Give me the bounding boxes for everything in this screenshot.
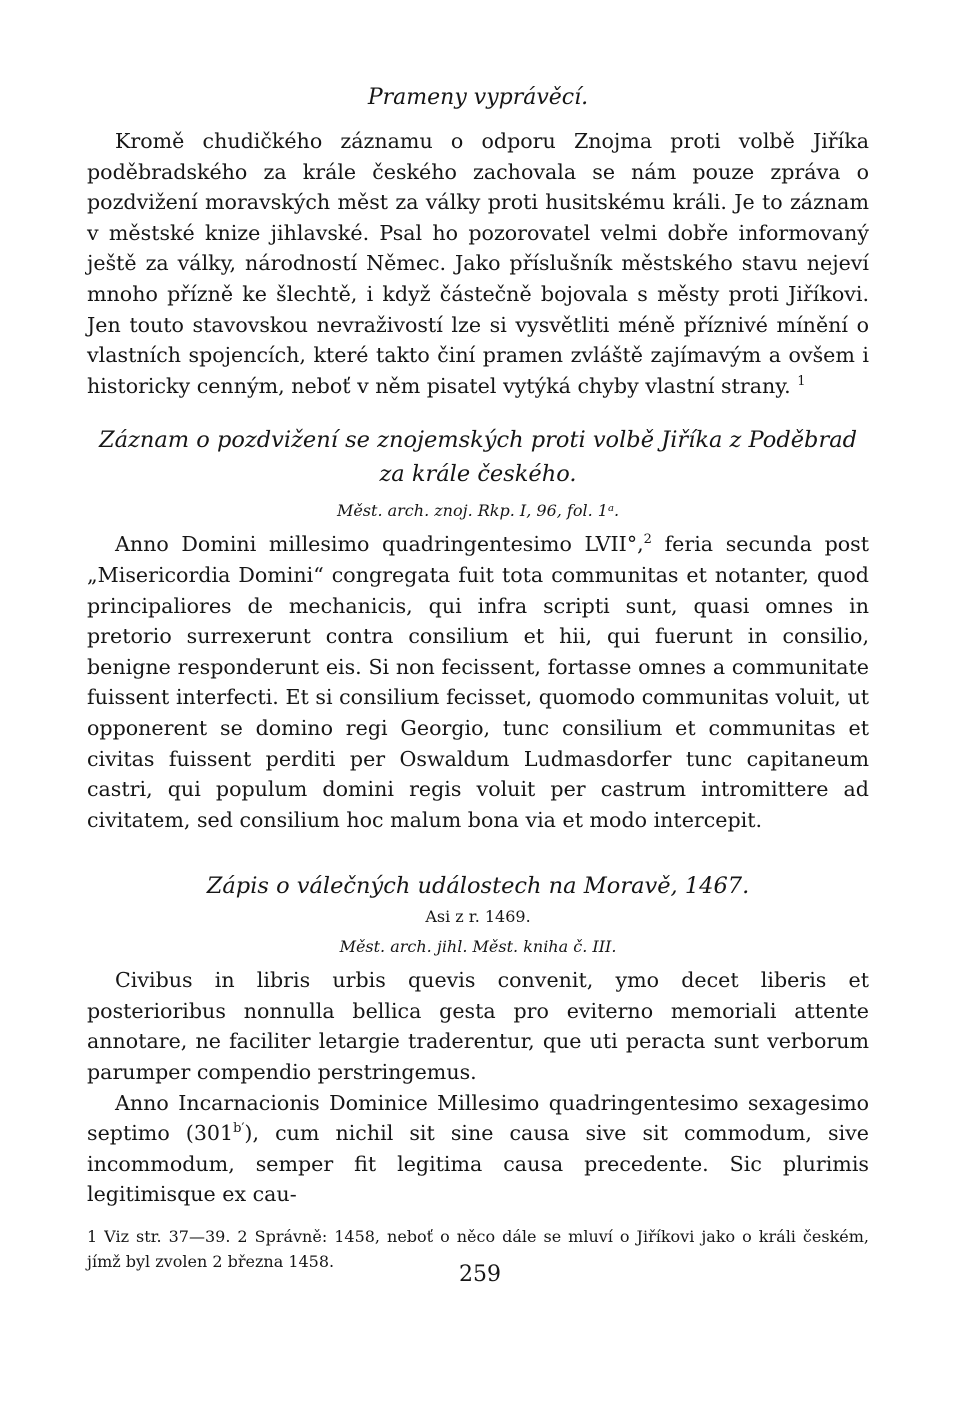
folio-marker: b′ — [233, 1121, 245, 1137]
section-1-source — [87, 499, 869, 523]
section-2-paragraph-2-a: Anno Incarnacionis Dominice Millesimo quadringentesimo sexagesimo septimo (301 — [87, 1090, 869, 1146]
footnotes: 1 Viz str. 37—39. 2 Správně: 1458, neboť o něco dále se mluví o Jiříkovi jako o králi českém, jímž byl zvolen 2 března 1458. — [87, 1227, 869, 1272]
page-content — [87, 84, 869, 1274]
footnote-ref-1: 1 — [797, 373, 806, 389]
section-2-paragraph-2-b: ), cum nichil sit sine causa sive sit commodum, sive incommodum, semper fit legitima causa precedente. Sic plurimis legitimisque ex cau- — [87, 1121, 869, 1207]
section-2-title: Zápis o válečných událostech na Moravě, 1467. — [206, 873, 750, 900]
section-1-paragraph — [87, 529, 869, 835]
footnote-ref-2: 2 — [643, 532, 652, 548]
section-1-text-b: feria secunda post „Misericordia Domini“ congregata fuit tota communitas et notanter, quod principaliores de mechanicis, qui infra scripti sunt, quasi omnes in pretorio surrexerunt contra consilium et hii, qui fuerunt in consilio, benigne responderunt eis. Si non fecissent, fortasse omnes a communitate fuissent interfecti. Et si consilium fecisset, quomodo communitas voluit, ut opponerent se domino regi Georgio, tunc consilium et communitas et civitas fuissent perditi per Oswaldum Ludmasdorfer tunc capitaneum castri, qui populum domini regis voluit per castrum intromittere ad civitatem, sed consilium hoc malum bona via et modo intercepit. — [87, 532, 870, 832]
section-1-text-a: Anno Domini millesimo quadringentesimo LVII°, — [115, 532, 644, 557]
section-2-source-text: Měst. arch. jihl. Měst. kniha č. III. — [339, 937, 617, 957]
section-1-source-text: Měst. arch. znoj. Rkp. I, 96, fol. 1ᵃ. — [336, 501, 620, 521]
section-1-title: Záznam o pozdvižení se znojemských proti volbě Jiříka z Poděbrad za krále českého. — [98, 427, 858, 488]
page-number: 259 — [459, 1262, 501, 1287]
section-2-paragraph-2 — [87, 1088, 869, 1210]
section-2-paragraph-1: Civibus in libris urbis quevis convenit, ymo decet liberis et posterioribus nonnulla bellica gesta pro eviterno memoriali attente annotare, ne faciliter letargie traderentur, que uti peracta sunt verborum parumper compendio perstringemus. — [87, 968, 869, 1085]
section-2-date: Asi z r. 1469. — [425, 907, 531, 927]
running-head: Prameny vyprávěcí. — [367, 85, 589, 110]
section-2-source — [87, 935, 869, 959]
intro-paragraph — [87, 126, 869, 401]
intro-text: Kromě chudičkého záznamu o odporu Znojma proti volbě Jiříka poděbradského za krále českého zachovala se nám pouze zpráva o pozdvižení moravských měst za války proti husitskému králi. Je to záznam v městské knize jihlavské. Psal ho pozorovatel velmi dobře informovaný ještě za války, národností Němec. Jako příslušník městského stavu nejeví mnoho přízně ke šlechtě, i když částečně bojovala s městy proti Jiříkovi. Jen touto stavovskou nevraživostí lze si vysvětliti méně příznivé mínění o vlastních spojencích, které takto činí pramen zvláště zajímavým a ovšem i historicky cenným, neboť v něm pisatel vytýká chyby vlastní strany. — [87, 129, 869, 398]
